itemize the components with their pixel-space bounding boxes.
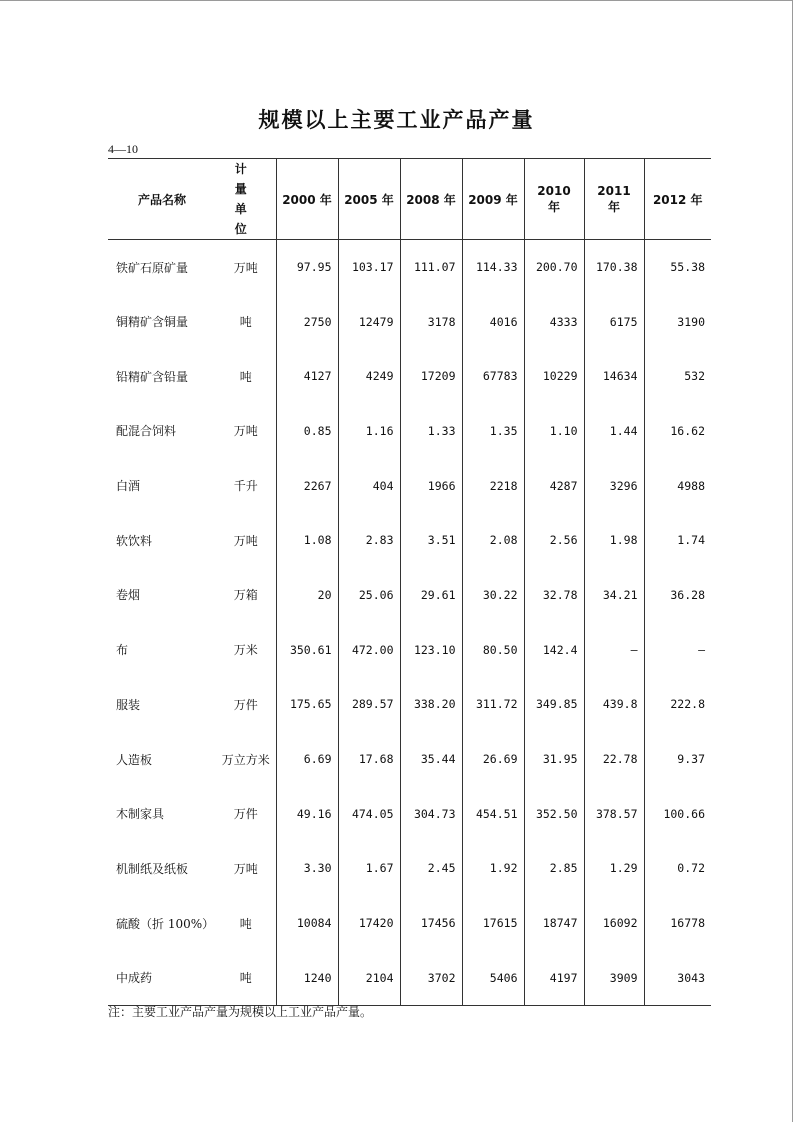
value-cell: 32.78 [524, 568, 584, 623]
product-name-cell: 机制纸及纸板 [116, 861, 189, 876]
value-cell: 352.50 [524, 786, 584, 841]
unit-cell: 吨 [239, 916, 252, 931]
value-cell: 311.72 [462, 677, 524, 732]
product-name-cell: 中成药 [108, 950, 216, 1005]
value-cell: 12479 [338, 294, 400, 349]
value-cell: 454.51 [462, 786, 524, 841]
unit-cell: 万米 [233, 643, 258, 658]
header-year: 2005 年 [338, 159, 400, 240]
value-cell: 2.08 [462, 513, 524, 568]
value-cell: 439.8 [584, 677, 644, 732]
value-cell: 4287 [524, 458, 584, 513]
value-cell: 3.51 [400, 513, 462, 568]
value-cell: 17615 [462, 896, 524, 951]
value-cell: 3178 [400, 294, 462, 349]
table-row [108, 404, 711, 459]
header-year: 2012 年 [644, 159, 711, 240]
unit-cell: 万立方米 [221, 752, 270, 767]
value-cell: 3190 [644, 294, 711, 349]
header-product-name: 产品名称 [108, 159, 216, 240]
value-cell: 14634 [584, 349, 644, 404]
unit-cell: 万吨 [233, 861, 258, 876]
value-cell: 29.61 [400, 568, 462, 623]
value-cell: 17456 [400, 896, 462, 951]
table-row [108, 622, 711, 677]
unit-cell: 吨 [239, 315, 252, 330]
value-cell: 3.30 [276, 841, 338, 896]
value-cell: 4333 [524, 294, 584, 349]
value-cell: 16092 [584, 896, 644, 951]
value-cell: 200.70 [524, 240, 584, 295]
value-cell: 4988 [644, 458, 711, 513]
header-year: 2010 年 [524, 159, 584, 240]
value-cell: 532 [644, 349, 711, 404]
table-row [108, 513, 711, 568]
value-cell: 17420 [338, 896, 400, 951]
unit-cell: 万吨 [233, 533, 258, 548]
table-row [108, 568, 711, 623]
value-cell: 2.83 [338, 513, 400, 568]
table-row [108, 732, 711, 787]
unit-cell: 吨 [239, 369, 252, 384]
value-cell: 1.35 [462, 404, 524, 459]
value-cell: 34.21 [584, 568, 644, 623]
product-name-cell: 铜精矿含铜量 [116, 315, 189, 330]
value-cell: 170.38 [584, 240, 644, 295]
product-name-cell: 卷烟 [116, 588, 141, 603]
production-table [108, 158, 711, 1006]
value-cell: 2104 [338, 950, 400, 1005]
table-row [108, 896, 711, 951]
table-row [108, 786, 711, 841]
value-cell: 1.08 [276, 513, 338, 568]
value-cell: 26.69 [462, 732, 524, 787]
value-cell: 378.57 [584, 786, 644, 841]
value-cell: 1.10 [524, 404, 584, 459]
header-unit [216, 159, 276, 240]
footnote: 注：主要工业产品产量为规模以上工业产品产量。 [108, 1005, 373, 1019]
page-border-top [0, 0, 793, 1]
value-cell: 349.85 [524, 677, 584, 732]
value-cell: 1240 [276, 950, 338, 1005]
header-unit-line2: 单 位 [234, 202, 257, 236]
value-cell: 0.85 [276, 404, 338, 459]
value-cell: 1.92 [462, 841, 524, 896]
product-name-cell: 铅精矿含铅量 [116, 369, 189, 384]
value-cell: 22.78 [584, 732, 644, 787]
value-cell: 16778 [644, 896, 711, 951]
value-cell: 222.8 [644, 677, 711, 732]
value-cell: 103.17 [338, 240, 400, 295]
product-name-cell: 白酒 [116, 479, 141, 494]
value-cell: 2.85 [524, 841, 584, 896]
value-cell: 31.95 [524, 732, 584, 787]
table-row [108, 677, 711, 732]
header-year: 2009 年 [462, 159, 524, 240]
value-cell: 18747 [524, 896, 584, 951]
value-cell: 49.16 [276, 786, 338, 841]
value-cell: 1966 [400, 458, 462, 513]
unit-cell: 万箱 [233, 588, 258, 603]
page-title: 规模以上主要工业产品产量 [258, 108, 535, 132]
value-cell: 4016 [462, 294, 524, 349]
value-cell: 4197 [524, 950, 584, 1005]
value-cell: 0.72 [644, 841, 711, 896]
unit-cell: 千升 [233, 479, 258, 494]
value-cell: 2218 [462, 458, 524, 513]
value-cell: 55.38 [644, 240, 711, 295]
value-cell: 100.66 [644, 786, 711, 841]
value-cell: 404 [338, 458, 400, 513]
value-cell: 6.69 [276, 732, 338, 787]
table-row [108, 240, 711, 295]
value-cell: 10084 [276, 896, 338, 951]
unit-cell: 万吨 [233, 424, 258, 439]
table-row [108, 950, 711, 1005]
unit-cell: 万吨 [233, 260, 258, 275]
value-cell: 1.44 [584, 404, 644, 459]
value-cell: 67783 [462, 349, 524, 404]
header-year: 2000 年 [276, 159, 338, 240]
value-cell: 474.05 [338, 786, 400, 841]
product-name-cell: 铁矿石原矿量 [116, 260, 189, 275]
value-cell: 20 [276, 568, 338, 623]
value-cell: 25.06 [338, 568, 400, 623]
value-cell: 2.45 [400, 841, 462, 896]
value-cell: 80.50 [462, 622, 524, 677]
value-cell: 304.73 [400, 786, 462, 841]
header-unit-line1: 计 量 [234, 162, 257, 196]
value-cell: 142.4 [524, 622, 584, 677]
product-name-cell: 木制家具 [116, 807, 165, 822]
value-cell: 111.07 [400, 240, 462, 295]
value-cell: 1.33 [400, 404, 462, 459]
value-cell: 3909 [584, 950, 644, 1005]
value-cell: 5406 [462, 950, 524, 1005]
value-cell: 1.29 [584, 841, 644, 896]
value-cell: 3296 [584, 458, 644, 513]
product-name-cell: 人造板 [116, 752, 153, 767]
value-cell: 4249 [338, 349, 400, 404]
value-cell: 97.95 [276, 240, 338, 295]
value-cell: 35.44 [400, 732, 462, 787]
product-name-cell: 服装 [116, 697, 141, 712]
value-cell: 123.10 [400, 622, 462, 677]
value-cell: 2.56 [524, 513, 584, 568]
value-cell: 17.68 [338, 732, 400, 787]
table-row [108, 841, 711, 896]
header-row [108, 159, 711, 240]
header-year: 2008 年 [400, 159, 462, 240]
value-cell: 10229 [524, 349, 584, 404]
value-cell: 2267 [276, 458, 338, 513]
value-cell: — [584, 622, 644, 677]
value-cell: 6175 [584, 294, 644, 349]
product-name-cell: 布 [116, 643, 129, 658]
value-cell: 1.74 [644, 513, 711, 568]
unit-cell: 万件 [233, 697, 258, 712]
product-name-cell: 配混合饲料 [116, 424, 177, 439]
value-cell: 289.57 [338, 677, 400, 732]
value-cell: 30.22 [462, 568, 524, 623]
table-body [108, 240, 711, 1006]
value-cell: 1.67 [338, 841, 400, 896]
value-cell: 1.98 [584, 513, 644, 568]
value-cell: 9.37 [644, 732, 711, 787]
value-cell: 3702 [400, 950, 462, 1005]
unit-cell: 吨 [216, 950, 276, 1005]
table-row [108, 294, 711, 349]
value-cell: 4127 [276, 349, 338, 404]
unit-cell: 万件 [233, 807, 258, 822]
table-row [108, 458, 711, 513]
value-cell: 2750 [276, 294, 338, 349]
value-cell: 16.62 [644, 404, 711, 459]
product-name-cell: 软饮料 [116, 533, 153, 548]
value-cell: — [644, 622, 711, 677]
table-row [108, 349, 711, 404]
value-cell: 17209 [400, 349, 462, 404]
value-cell: 338.20 [400, 677, 462, 732]
value-cell: 1.16 [338, 404, 400, 459]
value-cell: 350.61 [276, 622, 338, 677]
value-cell: 3043 [644, 950, 711, 1005]
table-number: 4—10 [108, 142, 138, 156]
value-cell: 175.65 [276, 677, 338, 732]
value-cell: 114.33 [462, 240, 524, 295]
value-cell: 36.28 [644, 568, 711, 623]
product-name-cell: 硫酸（折 100%） [116, 916, 215, 931]
value-cell: 472.00 [338, 622, 400, 677]
header-year: 2011 年 [584, 159, 644, 240]
